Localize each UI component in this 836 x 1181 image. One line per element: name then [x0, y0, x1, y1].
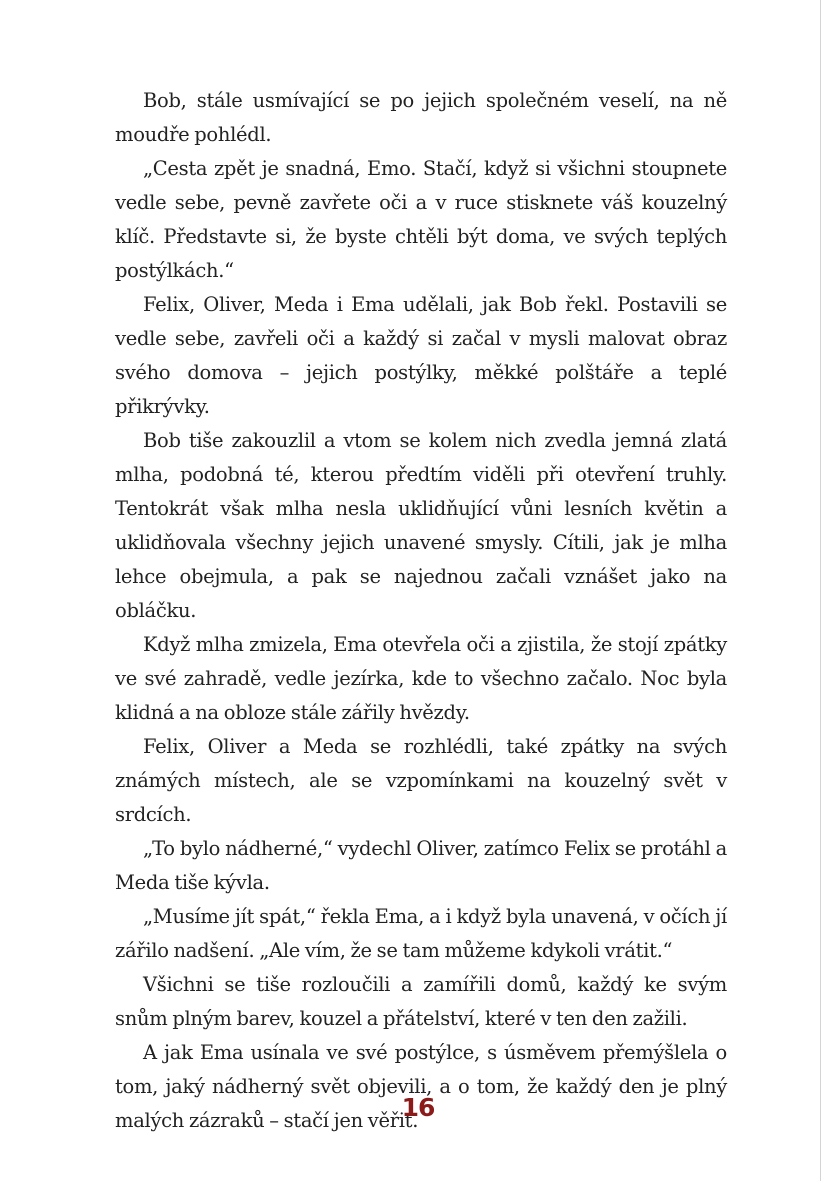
paragraph-10: A jak Ema usínala ve své postýlce, s úsměvem přemýšlela o tom, jaký nádherný svět objevili, a o tom, že každý den je plný malých zázraků – stačí jen věřit. — [115, 1041, 727, 1132]
paragraph-4: Bob tiše zakouzlil a vtom se kolem nich zvedla jemná zlatá mlha, podobná té, kterou předtím viděli při otevření truhly. Tentokrát však mlha nesla uklidňující vůni lesních květin a uklidňovala všechny jejich unavené smysly. Cítili, jak je mlha lehce obejmula, a pak se najednou začali vznášet jako na obláčku. — [115, 429, 727, 622]
page-edge-divider — [820, 0, 821, 1181]
paragraph-8: „Musíme jít spát,“ řekla Ema, a i když byla unavená, v očích jí zářilo nadšení. „Ale vím, že se tam můžeme kdykoli vrátit.“ — [115, 905, 727, 962]
paragraph-5: Když mlha zmizela, Ema otevřela oči a zjistila, že stojí zpátky ve své zahradě, vedle jezírka, kde to všechno začalo. Noc byla klidná a na obloze stále zářily hvězdy. — [115, 633, 727, 724]
paragraph-1: Bob, stále usmívající se po jejich společném veselí, na ně moudře pohlédl. — [115, 89, 727, 146]
paragraph-3: Felix, Oliver, Meda i Ema udělali, jak Bob řekl. Postavili se vedle sebe, zavřeli oči a každý si začal v mysli malovat obraz svého domova – jejich postýlky, měkké polštáře a teplé přikrývky. — [115, 293, 727, 418]
page-number: 16 — [401, 1093, 435, 1122]
paragraph-2: „Cesta zpět je snadná, Emo. Stačí, když si všichni stoupnete vedle sebe, pevně zavřete oči a v ruce stisknete váš kouzelný klíč. Představte si, že byste chtěli být doma, ve svých teplých postýlkách.“ — [115, 157, 727, 282]
paragraph-9: Všichni se tiše rozloučili a zamířili domů, každý ke svým snům plným barev, kouzel a přátelství, které v ten den zažili. — [115, 973, 727, 1030]
paragraph-7: „To bylo nádherné,“ vydechl Oliver, zatímco Felix se protáhl a Meda tiše kývla. — [115, 837, 727, 894]
paragraph-6: Felix, Oliver a Meda se rozhlédli, také zpátky na svých známých místech, ale se vzpomínkami na kouzelný svět v srdcích. — [115, 735, 727, 826]
story-text — [115, 84, 727, 1138]
